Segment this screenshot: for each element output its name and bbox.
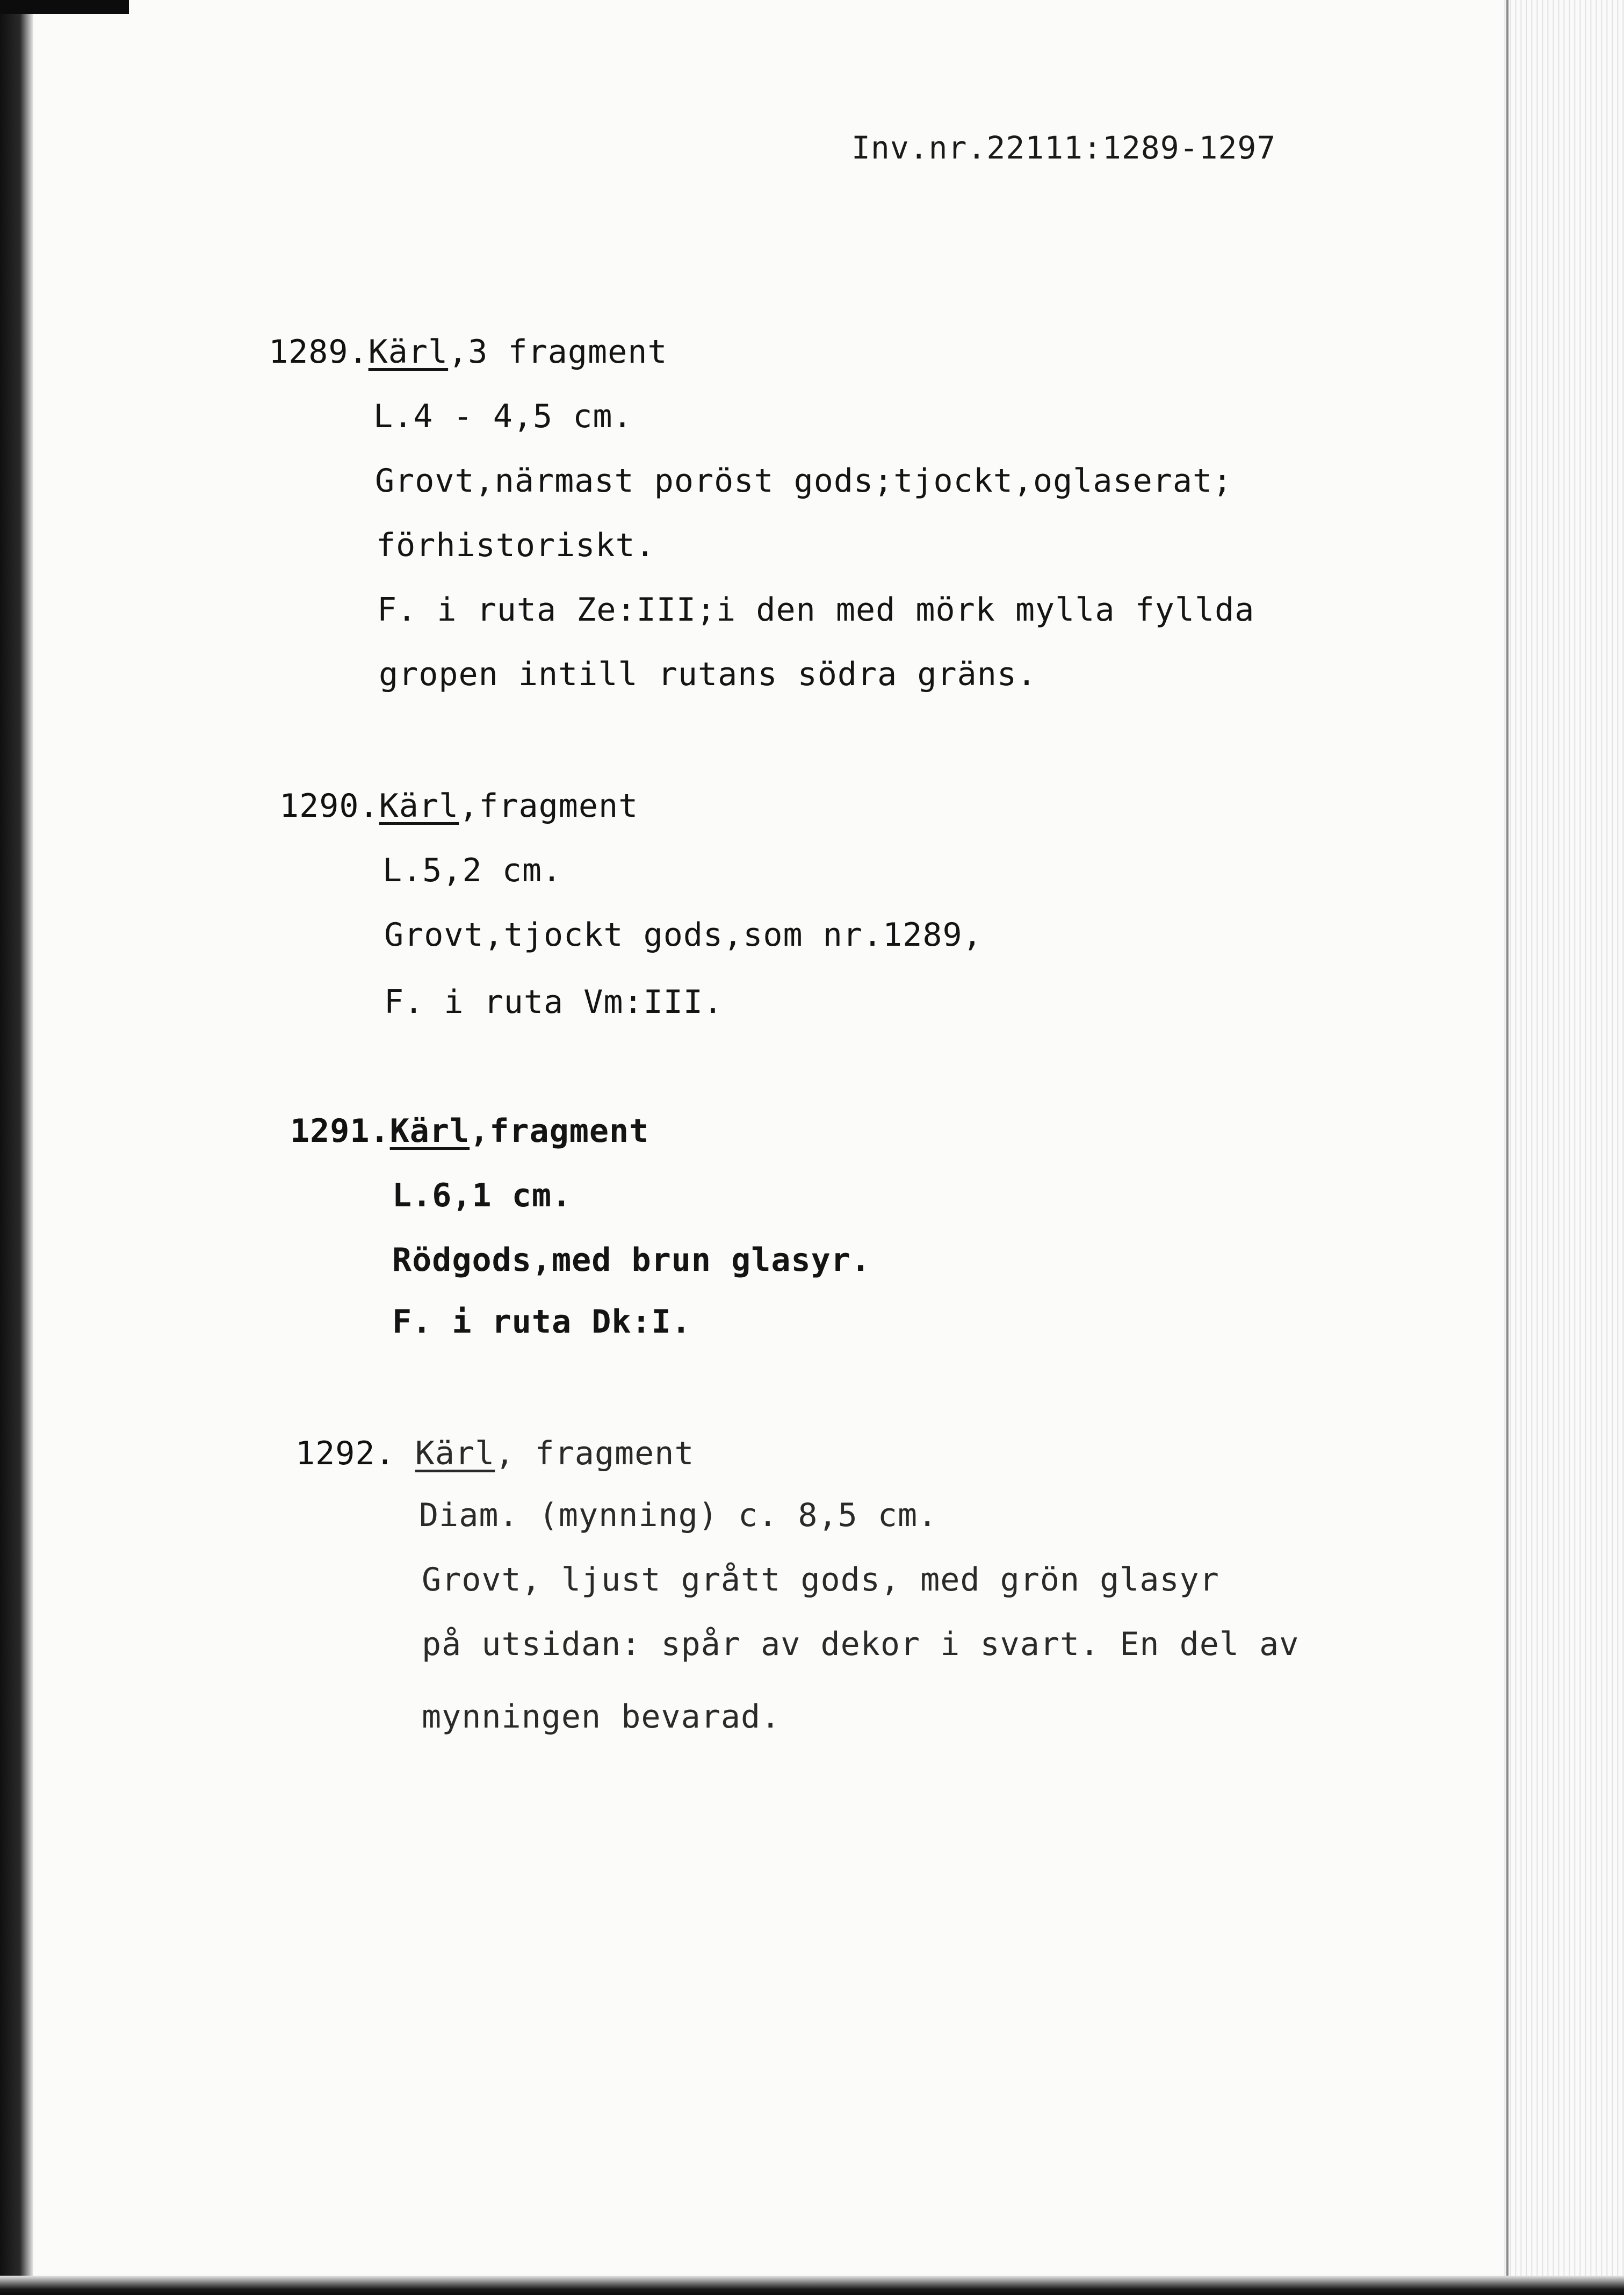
entry-line: L.4 - 4,5 cm. [373,398,633,435]
entry-heading-1289 [269,333,667,371]
entry-line: på utsidan: spår av dekor i svart. En del av [422,1625,1300,1663]
binding-corner [0,0,129,14]
entry-line: F. i ruta Vm:III. [384,983,724,1021]
entry-line: mynningen bevarad. [422,1698,781,1736]
inventory-number: Inv.nr.22111:1289-1297 [851,130,1276,166]
entry-line: F. i ruta Ze:III;i den med mörk mylla fyllda [377,591,1255,629]
entry-number: 1290. [279,787,379,825]
entry-object: Kärl [379,787,459,825]
entry-line: Grovt, ljust grått gods, med grön glasyr [422,1561,1219,1599]
entry-heading-1291 [290,1112,649,1150]
entry-number: 1289. [269,333,369,371]
entry-line: förhistoriskt. [376,527,655,564]
entry-object: Kärl [415,1435,495,1472]
entry-line: Grovt,tjockt gods,som nr.1289, [384,916,983,954]
entry-line: L.6,1 cm. [392,1177,572,1214]
entry-line: F. i ruta Dk:I. [392,1303,691,1341]
entry-number: 1291. [290,1112,390,1150]
entry-line: Grovt,närmast poröst gods;tjockt,oglaserat; [375,462,1233,500]
entry-object: Kärl [389,1112,470,1150]
entry-line: Diam. (mynning) c. 8,5 cm. [419,1497,938,1534]
entry-object-suffix: ,fragment [459,787,639,825]
entry-object: Kärl [368,333,449,371]
entry-heading-1292 [295,1435,694,1472]
entry-line: gropen intill rutans södra gräns. [379,656,1037,693]
bottom-edge [0,2276,1624,2295]
entry-number: 1292. [295,1435,395,1472]
entry-heading-1290 [279,787,638,825]
page-stack-line [1506,0,1508,2295]
entry-object-suffix: , fragment [495,1435,695,1472]
entry-line: Rödgods,med brun glasyr. [392,1241,871,1279]
entry-line: L.5,2 cm. [382,852,562,889]
entry-object-suffix: ,3 fragment [448,333,668,371]
entry-object-suffix: ,fragment [470,1112,649,1150]
page-stack-edge [1500,0,1624,2295]
binding-edge [0,0,33,2295]
